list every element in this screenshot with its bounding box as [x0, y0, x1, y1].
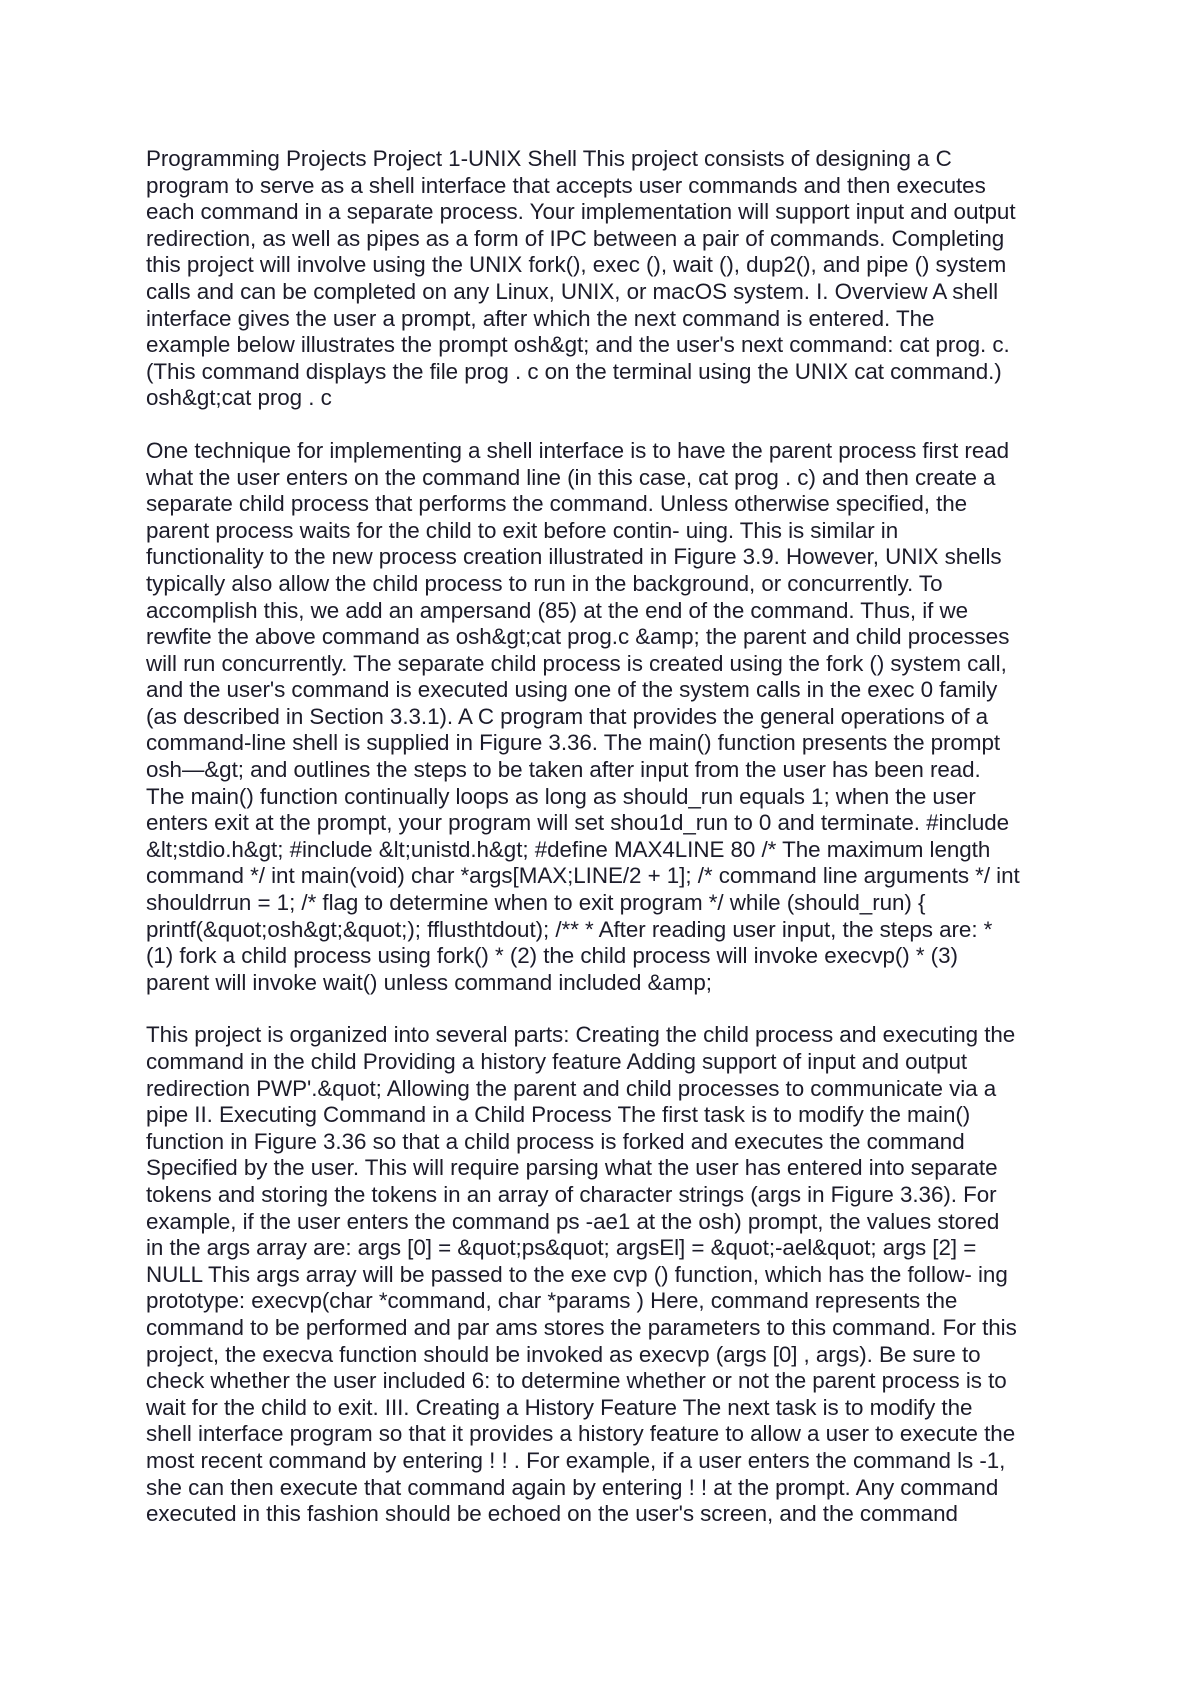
paragraph-technique: One technique for implementing a shell interface is to have the parent process first read what the user enters on the command line (in this case, cat prog . c) and then create a separate child process that performs the command. Unless otherwise specified, the parent process waits for the child to exit before contin- uing. This is similar in functionality to the new process creation illustrated in Figure 3.9. However, UNIX shells typically also allow the child process to run in the background, or concurrently. To accomplish this, we add an ampersand (85) at the end of the command. Thus, if we rewfite the above command as osh&gt;cat prog.c &amp; the parent and child processes will run concurrently. The separate child process is created using the fork () system call, and the user's command is executed using one of the system calls in the exec 0 family (as described in Section 3.3.1). A C program that provides the general operations of a command-line shell is supplied in Figure 3.36. The main() function presents the prompt osh—&gt; and outlines the steps to be taken after input from the user has been read. The main() function continually loops as long as should_run equals 1; when the user enters exit at the prompt, your program will set shou1d_run to 0 and terminate. #include &lt;stdio.h&gt; #include &lt;unistd.h&gt; #define MAX4LINE 80 /* The maximum length command */ int main(void) char *args[MAX;LINE/2 + 1]; /* command line arguments */ int shouldrrun = 1; /* flag to determine when to exit program */ while (should_run) { printf(&quot;osh&gt;&quot;); fflusthtdout); /** * After reading user input, the steps are: * (1) fork a child process using fork() * (2) the child process will invoke execvp() * (3) parent will invoke wait() unless command included &amp; [146, 437, 1020, 995]
document-page [146, 146, 1066, 1528]
paragraph-overview: Programming Projects Project 1-UNIX Shell This project consists of designing a C program to serve as a shell interface that accepts user commands and then executes each command in a separate process. Your implementation will support input and output redirection, as well as pipes as a form of IPC between a pair of commands. Completing this project will involve using the UNIX fork(), exec (), wait (), dup2(), and pipe () system calls and can be completed on any Linux, UNIX, or macOS system. I. Overview A shell interface gives the user a prompt, after which the next command is entered. The example below illustrates the prompt osh&gt; and the user's next command: cat prog. c. (This command displays the file prog . c on the terminal using the UNIX cat command.) osh&gt;cat prog . c [146, 146, 1016, 411]
paragraph-organization: This project is organized into several parts: Creating the child process and executing the command in the child Providing a history feature Adding support of input and output redirection PWP'.&quot; Allowing the parent and child processes to communicate via a pipe II. Executing Command in a Child Process The first task is to modify the main() function in Figure 3.36 so that a child process is forked and executes the command Specified by the user. This will require parsing what the user has entered into separate tokens and storing the tokens in an array of character strings (args in Figure 3.36). For example, if the user enters the command ps -ae1 at the osh) prompt, the values stored in the args array are: args [0] = &quot;ps&quot; argsEl] = &quot;-ael&quot; args [2] = NULL This args array will be passed to the exe cvp () function, which has the follow- ing prototype: execvp(char *command, char *params ) Here, command represents the command to be performed and par ams stores the parameters to this command. For this project, the execva function should be invoked as execvp (args [0] , args). Be sure to check whether the user included 6: to determine whether or not the parent process is to wait for the child to exit. III. Creating a History Feature The next task is to modify the shell interface program so that it provides a history feature to allow a user to execute the most recent command by entering ! ! . For example, if a user enters the command ls -1, she can then execute that command again by entering ! ! at the prompt. Any command executed in this fashion should be echoed on the user's screen, and the command [146, 1022, 1017, 1527]
